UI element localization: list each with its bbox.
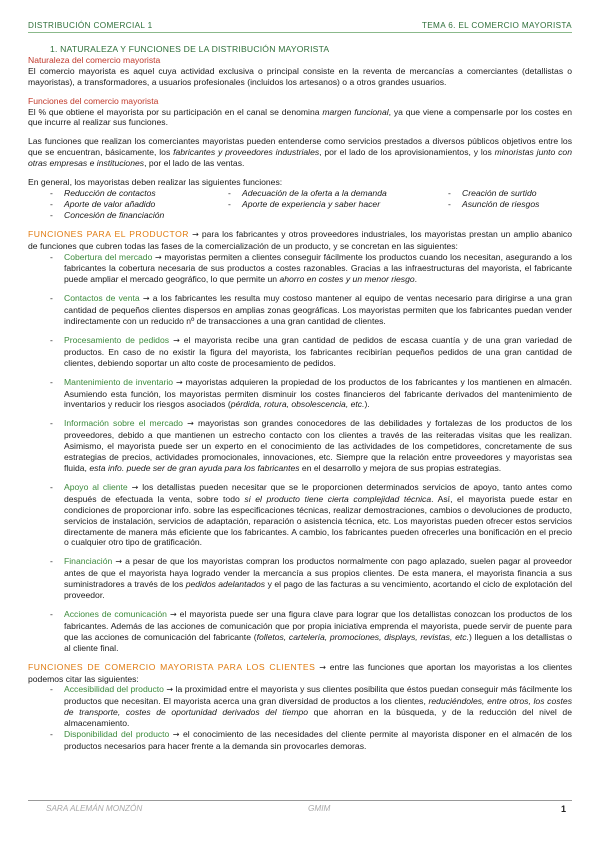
page-footer	[28, 800, 572, 814]
funciones-title: Funciones del comercio mayorista	[28, 95, 159, 106]
list-item: - Disponibilidad del producto → el conocimiento de las necesidades del cliente permite al mayorista disponer en el almacén de los productos necesarios para hacer frente a la demanda sin provocarles demoras.	[50, 729, 572, 752]
funciones-intro: En general, los mayoristas deben realizar las siguientes funciones:	[28, 177, 283, 188]
clientes-intro: FUNCIONES DE COMERCIO MAYORISTA PARA LOS CLIENTES → entre las funciones que aportan los mayoristas a los clientes podemos citar las siguientes:	[28, 661, 573, 684]
clientes-list	[28, 684, 572, 751]
margen-paragraph: El % que obtiene el mayorista por su participación en el canal se denomina margen funcional, ya que viene a compensarle por los costes en que incurre al realizar sus funciones.	[28, 106, 572, 128]
header-course: DISTRIBUCIÓN COMERCIAL 1	[28, 21, 153, 30]
funcion-item: - Aporte de valor añadido	[50, 199, 228, 210]
list-item: - Información sobre el mercado → mayoristas son grandes conocedores de las debilidades y fortalezas de los productos de los proveedores, debido a que mantienen un estrecho contacto con los clientes a través de las reiteradas visitas que les realizan. Asimismo, el mayorista puede ser un experto en el conocimiento de las actividades de los competidores, concretamente de sus estrategias de precios, actividades promocionales, innovaciones, etc. Siempre que la relación entre proveedores y mayoristas sea fluida, esta info. puede ser de gran ayuda para los fabricantes en el desarrollo y mejora de sus propias estrategias.	[50, 418, 572, 474]
page-body	[28, 44, 572, 752]
list-item: - Financiación → a pesar de que los mayoristas compran los productos normalmente con pago aplazado, suelen pagar al proveedor antes de que el mayorista haya logrado vender la mercancía a sus propios clientes. De esta manera, el mayorista financia a sus suministradores a través de los pedidos adelantados y el pago de las facturas a su vencimiento, acortando el ciclo de explotación del proveedor.	[50, 556, 572, 601]
publicos-paragraph: Las funciones que realizan los comerciantes mayoristas pueden entenderse como servicios prestados a diversos públicos objetivos entre los que se encuentran, básicamente, los fabricantes y proveedores industriales, por el lado de los aprovisionamientos, y los minoristas junto con otras empresas e instituciones, por el lado de las ventas.	[28, 136, 572, 169]
productor-title: FUNCIONES PARA EL PRODUCTOR	[28, 228, 189, 239]
page-number: 1	[560, 804, 566, 814]
productor-list	[28, 252, 572, 654]
list-item: - Contactos de venta → a los fabricantes les resulta muy costoso mantener al equipo de ventas necesario para dirigirse a una gran cantidad de pequeños clientes dispersos en amplias zonas geográficas. Los mayoristas permiten que los fabricantes puedan vender indirectamente con un reducido nº de transacciones a una gran cantidad de clientes.	[50, 293, 572, 327]
funcion-item: - Adecuación de la oferta a la demanda	[228, 188, 448, 199]
list-item: - Accesibilidad del producto → la proximidad entre el mayorista y sus clientes posibilita que éstos puedan conseguir más fácilmente los productos que necesitan. El mayorista acerca una gran diversidad de productos a los clientes, reduciéndoles, entre otros, los costes de transporte, costes de oportunidad derivados del tiempo que ahorran en la búsqueda, y de la reducción del nivel de almacenamiento.	[50, 684, 572, 729]
list-item: - Acciones de comunicación → el mayorista puede ser una figura clave para lograr que los detallistas conozcan los productos de los fabricantes. Además de las acciones de comunicación que por propia iniciativa emprenda el mayorista, puede servir de puente para que las acciones de comunicación del fabricante (folletos, cartelería, promociones, displays, revistas, etc.) lleguen a los detallistas o al cliente final.	[50, 609, 572, 654]
list-item: - Mantenimiento de inventario → mayoristas adquieren la propiedad de los productos de los fabricantes y los mantienen en almacén. Asumiendo esta función, los mayoristas permiten disminuir los costes financieros del fabricante derivados del mantenimiento de inventarios y reducir los riesgos asociados (pérdida, rotura, obsolescencia, etc.).	[50, 377, 572, 411]
funciones-list	[28, 188, 572, 221]
page-header	[28, 21, 572, 33]
list-item: - Apoyo al cliente → los detallistas pueden necesitar que se le proporcionen determinados servicios de apoyo, tanto antes como después de efectuada la venta, sobre todo si el producto tiene cierta complejidad técnica. Así, el mayorista puede estar en condiciones de proporcionar info. sobre las especificaciones técnicas, realizar demostraciones, cambios o devoluciones de producto, servicios de instalación, servicios de adaptación, reparación o asistencia técnica, etc. Los mayoristas pueden ofrecer estos servicios directamente de manera más eficiente que los fabricantes. A cambio, los fabricantes pueden ofrecerles una bonificación en el precio o cualquier otro tipo de gratificación.	[50, 482, 572, 548]
footer-author: SARA ALEMÁN MONZÓN	[46, 804, 143, 813]
list-item: - Cobertura del mercado → mayoristas permiten a clientes conseguir fácilmente los productos cuando los necesitan, asegurando a los fabricantes la cobertura necesaria de sus productos a costes razonables. Gracias a las infraestructuras del mayorista, el fabricante puede ampliar el mercado geográfico, lo que permite un ahorro en costes y un menor riesgo.	[50, 252, 572, 286]
funcion-item: - Reducción de contactos	[50, 188, 228, 199]
clientes-title: FUNCIONES DE COMERCIO MAYORISTA PARA LOS CLIENTES	[28, 661, 316, 672]
section-title: 1. NATURALEZA Y FUNCIONES DE LA DISTRIBUCIÓN MAYORISTA	[50, 44, 330, 54]
productor-intro: FUNCIONES PARA EL PRODUCTOR → para los fabricantes y otros proveedores industriales, los mayoristas prestan un amplio abanico de funciones que cubren todas las fases de la comercialización de un producto, y se concretan en las siguientes:	[28, 228, 572, 251]
naturaleza-text: El comercio mayorista es aquel cuya actividad exclusiva o principal consiste en la reventa de mercancías a comerciantes (detallistas o mayoristas), a transformadores, a usuarios profesionales (incluidos los artesanos) o a otros grandes usuarios.	[28, 65, 572, 87]
funcion-item: - Concesión de financiación	[50, 210, 228, 221]
funcion-item: - Asunción de riesgos	[448, 199, 594, 210]
funcion-item: - Creación de surtido	[448, 188, 594, 199]
naturaleza-title: Naturaleza del comercio mayorista	[28, 54, 161, 65]
funcion-item: - Aporte de experiencia y saber hacer	[228, 199, 448, 210]
list-item: - Procesamiento de pedidos → el mayorista recibe una gran cantidad de pedidos de escasa cuantía y de una gran variedad de productos. En caso de no existir la figura del mayorista, los fabricantes recibirían pequeños pedidos de una gran cantidad de clientes, debiendo soportar un alto coste de procesamiento de pedidos.	[50, 335, 572, 369]
header-topic: TEMA 6. EL COMERCIO MAYORISTA	[421, 21, 572, 30]
footer-course: GMIM	[308, 804, 331, 813]
